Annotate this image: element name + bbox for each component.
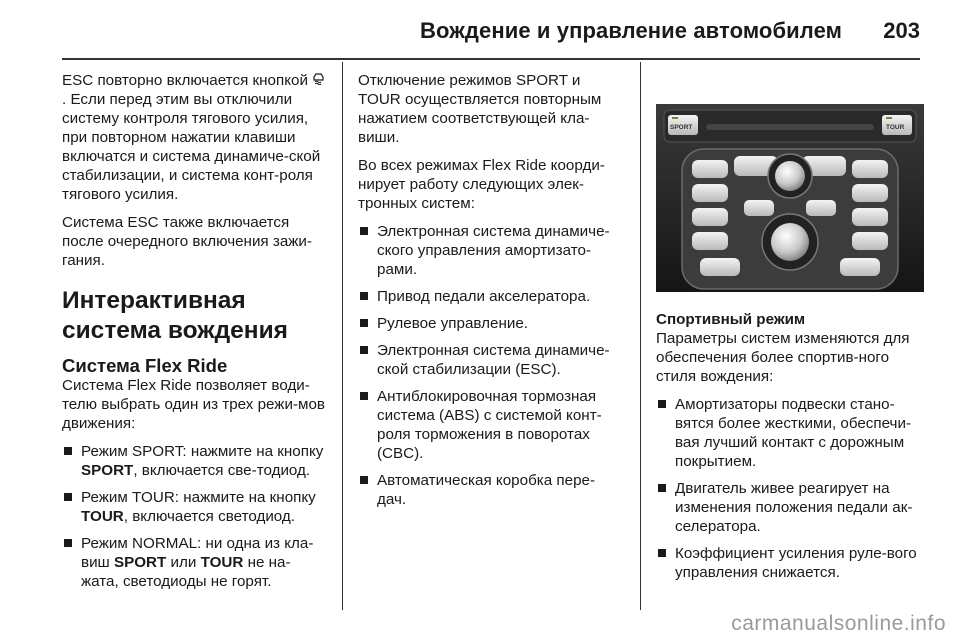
tour-key-label: TOUR <box>200 554 244 571</box>
item-text: не на-жата, светодиоды не горят. <box>81 554 291 590</box>
bullet-icon <box>64 447 72 455</box>
systems-intro: Во всех режимах Flex Ride коорди-нирует работу следующих элек-тронных систем: <box>358 157 605 212</box>
subsection-heading: Система Flex Ride <box>62 355 228 376</box>
sport-key-label: SPORT <box>113 554 167 571</box>
sport-key-label: SPORT <box>81 462 134 479</box>
sport-effects-list <box>656 395 924 582</box>
bullet-icon <box>360 319 368 327</box>
tour-button-label: TOUR <box>886 124 905 131</box>
list-item <box>656 479 924 536</box>
page-number: 203 <box>883 18 920 43</box>
list-item <box>656 395 924 471</box>
item-text: , включается светодиод. <box>123 508 296 525</box>
bullet-icon <box>360 392 368 400</box>
item-text: Автоматическая коробка пере-дач. <box>377 472 596 508</box>
deactivation-paragraph: Отключение режимов SPORT и TOUR осуществляется повторным нажатием соответствующей кла-виши. <box>358 72 602 146</box>
esc-ignition-paragraph: Система ESC также включается после очередного включения зажи-гания. <box>62 214 312 269</box>
control-panel-photo <box>656 104 924 292</box>
list-item <box>62 442 328 480</box>
bullet-icon <box>64 539 72 547</box>
item-text: Электронная система динамиче-ской стабилизации (ESC). <box>377 342 610 378</box>
item-text: Амортизаторы подвески стано-вятся более жесткими, обеспечи-вая лучший контакт с дорожным покрытием. <box>675 396 912 470</box>
column-divider-2 <box>640 62 641 610</box>
list-item <box>358 387 624 463</box>
list-item <box>358 287 624 306</box>
flexride-intro: Система Flex Ride позволяет води-телю выбрать один из трех режи-мов движения: <box>62 377 325 432</box>
car-skid-off-icon <box>312 72 325 87</box>
bullet-icon <box>658 484 666 492</box>
mode-list <box>62 442 328 591</box>
column-3 <box>656 310 924 590</box>
list-item <box>656 544 924 582</box>
header-divider <box>62 58 920 60</box>
list-item <box>358 314 624 333</box>
column-2 <box>358 62 624 517</box>
esc-text-before-icon: ESC повторно включается кнопкой <box>62 72 308 89</box>
column-1 <box>62 62 328 599</box>
list-item <box>358 222 624 279</box>
sport-button-label: SPORT <box>670 124 693 131</box>
systems-list <box>358 222 624 509</box>
bullet-icon <box>360 292 368 300</box>
list-item <box>358 341 624 379</box>
watermark: carmanualsonline.info <box>731 612 946 635</box>
list-item <box>62 488 328 526</box>
list-item <box>358 471 624 509</box>
item-text: Режим TOUR: нажмите на кнопку <box>81 489 316 506</box>
item-text: Режим SPORT: нажмите на кнопку <box>81 443 324 460</box>
bullet-icon <box>658 549 666 557</box>
item-text: Коэффициент усиления руле-вого управления снижается. <box>675 545 917 581</box>
page-title: Вождение и управление автомобилем <box>420 18 842 43</box>
page-header <box>0 0 960 62</box>
item-text: Привод педали акселератора. <box>377 288 591 305</box>
esc-paragraph <box>62 71 328 204</box>
tour-key-label: TOUR <box>81 508 124 525</box>
item-text: Рулевое управление. <box>377 315 528 332</box>
item-text: Электронная система динамиче-ского управления амортизато-рами. <box>377 223 610 278</box>
bullet-icon <box>360 346 368 354</box>
item-text: , включается све-тодиод. <box>133 462 311 479</box>
sport-mode-heading: Спортивный режим <box>656 311 806 328</box>
item-text: Двигатель живее реагирует на изменения положения педали ак-селератора. <box>675 480 913 535</box>
bullet-icon <box>360 476 368 484</box>
list-item <box>62 534 328 591</box>
esc-text-after-icon: . Если перед этим вы отключили систему контроля тягового усилия, при повторном нажатии клавиши включатся и система динамиче-ской стабилизации, и система конт-роля тягового усилия. <box>62 91 321 203</box>
item-text: Режим NORMAL: ни одна из кла-виш <box>81 535 314 571</box>
item-text: или <box>166 554 201 571</box>
sport-mode-intro: Параметры систем изменяются для обеспечения более спортив-ного стиля вождения: <box>656 330 910 385</box>
column-divider-1 <box>342 62 343 610</box>
item-text: Антиблокировочная тормозная система (ABS) с системой конт-роля торможения в поворотах (CBC). <box>377 388 602 462</box>
bullet-icon <box>658 400 666 408</box>
bullet-icon <box>360 227 368 235</box>
bullet-icon <box>64 493 72 501</box>
section-heading: Интерактивная система вождения <box>62 287 288 344</box>
